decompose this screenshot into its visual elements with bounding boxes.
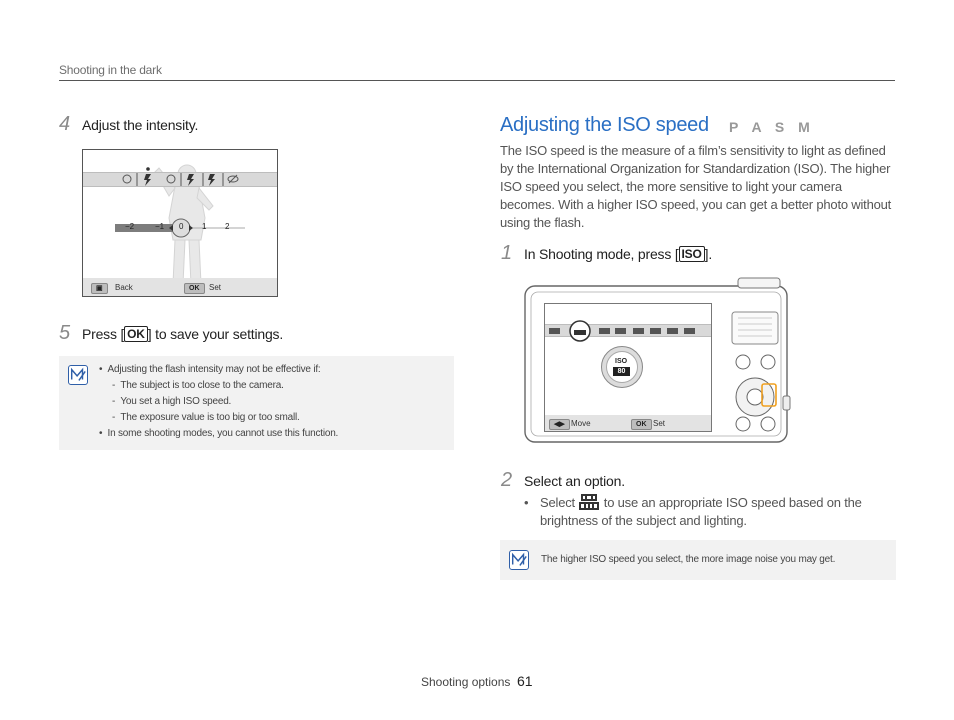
iso-note-text: The higher ISO speed you select, the more image noise you may get. — [541, 554, 836, 565]
step-1-text-before: In Shooting mode, press [ — [524, 246, 679, 262]
scale-label-1: 1 — [202, 222, 207, 231]
note-pencil-icon — [509, 550, 529, 570]
note-box-flash — [59, 356, 454, 450]
shooting-modes: P A S M — [729, 119, 815, 135]
section-header: Shooting in the dark — [59, 63, 162, 77]
step-5-number: 5 — [59, 322, 71, 344]
note-sub-1-text: The subject is too close to the camera. — [120, 380, 284, 391]
iso-key-icon: ISO — [679, 246, 705, 262]
ok-key: OK — [631, 419, 652, 430]
iso-auto-icon — [578, 494, 600, 510]
big-iso-top: ISO — [615, 358, 628, 365]
header-rule — [59, 80, 895, 81]
select-explanation: to use an appropriate ISO speed based on the brightness of the subject and lighting. — [540, 495, 862, 528]
move-label: Move — [571, 419, 591, 428]
dash: - — [112, 412, 116, 423]
page-number: 61 — [517, 673, 533, 689]
step-1-number: 1 — [501, 242, 513, 264]
step-2-number: 2 — [501, 469, 513, 491]
note-item-1 — [99, 362, 444, 378]
iso-option-icons — [547, 320, 711, 342]
bullet: • — [524, 495, 529, 510]
note-sub-3-text: The exposure value is too big or too small. — [120, 412, 300, 423]
note-line-2: In some shooting modes, you cannot use this function. — [107, 428, 339, 439]
step-2-bullet — [524, 494, 884, 530]
scale-label-2: 2 — [225, 222, 230, 231]
step-1-text — [524, 246, 712, 262]
set-label: Set — [653, 419, 666, 428]
note-item-2 — [99, 426, 444, 442]
big-iso-value: 80 — [613, 367, 630, 376]
scale-label-minus1: −1 — [155, 222, 165, 231]
step-5-text — [82, 326, 283, 342]
bullet: • — [99, 364, 103, 375]
scale-label-0: 0 — [179, 222, 184, 231]
note-pencil-icon — [68, 365, 88, 385]
step-1-text-after: ]. — [704, 246, 713, 262]
note-box-iso — [500, 540, 896, 580]
back-key-icon: ▣ — [91, 283, 108, 294]
note-sub-2-text: You set a high ISO speed. — [120, 396, 232, 407]
step-4-number: 4 — [59, 113, 71, 135]
flash-intensity-screen — [82, 149, 278, 297]
step-5-text-before: Press [ — [82, 326, 125, 342]
back-label: Back — [115, 283, 133, 292]
footer-label: Shooting options — [421, 675, 511, 689]
dash: - — [112, 380, 116, 391]
intro-paragraph: The ISO speed is the measure of a film’s sensitivity to light as defined by the International Organization for Standardization (ISO). The higher ISO speed you select, the more sensitive to light your camera becomes. With a higher ISO speed, you can get a better photo without using the flash. — [500, 143, 892, 230]
note-content — [99, 362, 444, 442]
ok-key: OK — [184, 283, 205, 294]
select-word: Select — [540, 495, 575, 510]
step-4-text: Adjust the intensity. — [82, 117, 199, 133]
bullet: • — [99, 428, 103, 439]
flash-mode-icons — [117, 166, 247, 190]
note-line-1: Adjusting the flash intensity may not be effective if: — [107, 364, 321, 375]
step-5-text-after: ] to save your settings. — [147, 326, 284, 342]
dash: - — [112, 396, 116, 407]
scale-label-minus2: −2 — [125, 222, 135, 231]
step-2-bullet-text — [524, 494, 884, 530]
note-sub-3 — [99, 410, 444, 426]
set-label: Set — [209, 283, 222, 292]
move-key-icon: ◀▶ — [549, 419, 570, 430]
ok-key-icon: OK — [124, 326, 148, 342]
note-sub-1 — [99, 378, 444, 394]
flash-screen-bottom-bar — [83, 278, 278, 297]
camera-lcd-screen — [544, 303, 712, 432]
camera-screen-bottom-bar — [545, 415, 712, 432]
step-2-text: Select an option. — [524, 473, 625, 489]
note-sub-2 — [99, 394, 444, 410]
page-title: Adjusting the ISO speed — [500, 114, 709, 136]
